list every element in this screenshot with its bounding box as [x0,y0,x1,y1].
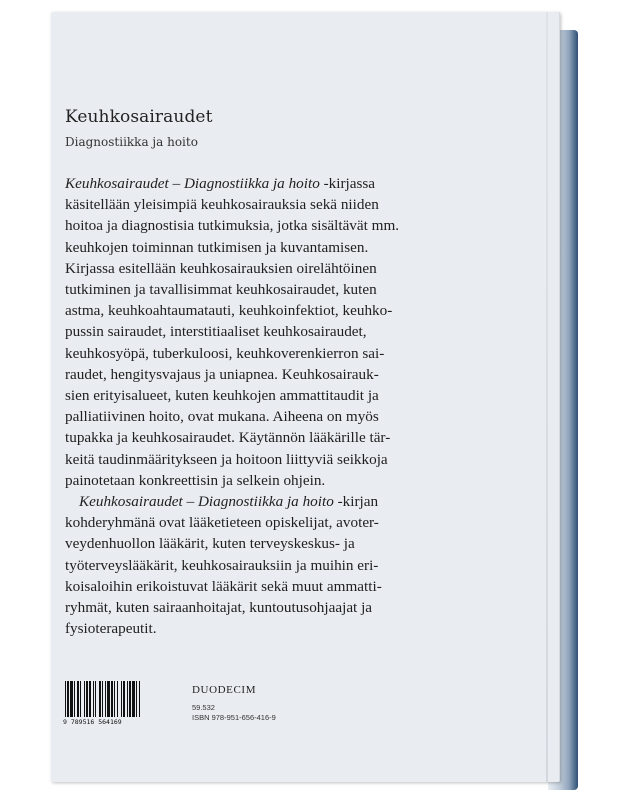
barcode-bar [99,681,101,717]
description-line: palliatiivinen hoito, ovat mukana. Aiheena on myös [65,408,379,426]
isbn-number: ISBN 978-951-656-416-9 [192,713,276,722]
barcode-bar [102,681,103,717]
barcode-bar [93,681,94,717]
barcode-bar [67,681,69,717]
description-line: tupakka ja keuhkosairaudet. Käytännön lääkärille tär- [65,429,391,447]
description-line: keuhkojen toiminnan tutkimisen ja kuvantamisen. [65,238,369,256]
description-line: Kirjassa esitellään keuhkosairauksien oirelähtöinen [65,259,377,277]
description-line: käsitellään yleisimpiä keuhkosairauksia sekä niiden [65,196,379,214]
barcode-bar [70,681,73,717]
description-line: painotetaan konkreettisin ja selkein ohjein. [65,471,326,489]
italic-book-title: Keuhkosairaudet – Diagnostiikka ja hoito [65,175,320,192]
barcode-bars [63,681,181,717]
barcode-bar [132,681,135,717]
barcode-bar [105,681,106,717]
description-line: sien erityisalueet, kuten keuhkojen ammattitaudit ja [65,387,379,405]
book-subtitle: Diagnostiikka ja hoito [65,135,198,149]
barcode-bar [121,681,122,717]
barcode-bar [84,681,85,717]
description-line: kohderyhmänä ovat lääketieteen opiskelijat, avoter- [65,514,379,532]
barcode-bar [117,681,118,717]
description-line: Keuhkosairaudet – Diagnostiikka ja hoito -kirjassa [65,175,376,192]
barcode-bar [86,681,88,717]
description-line: veydenhuollon lääkärit, kuten terveyskeskus- ja [65,535,355,553]
barcode-bar [65,681,66,717]
book-title: Keuhkosairaudet [65,107,213,127]
barcode-bar [123,681,125,717]
barcode-bar [77,681,79,717]
description-line: pussin sairaudet, interstitiaaliset keuhkosairaudet, [65,323,367,341]
description-line: fysioterapeutit. [65,620,157,638]
description-line: hoitoa ja diagnostisia tutkimuksia, jotka sisältävät mm. [65,217,400,235]
barcode-bar [95,681,96,717]
barcode-digits: 9 789516 564169 [63,718,122,726]
description-line: astma, keuhkoahtaumatauti, keuhkoinfektiot, keuhko- [65,302,393,320]
description-line: keitä taudinmääritykseen ja hoitoon liittyviä seikkoja [65,450,388,468]
barcode-bar [127,681,128,717]
barcode-bar [136,681,137,717]
description-line: raudet, hengitysvajaus ja uniapnea. Keuhkosairauk- [65,365,379,383]
description-text [65,173,465,639]
barcode-bar [80,681,81,717]
isbn-barcode [63,681,181,727]
barcode-bar [89,681,91,717]
description-line: ryhmät, kuten sairaanhoitajat, kuntoutusohjaajat ja [65,599,373,617]
classification-code: 59.532 [192,703,215,712]
description-line: työterveyslääkärit, keuhkosairauksiin ja muihin eri- [65,556,379,574]
description-line: Keuhkosairaudet – Diagnostiikka ja hoito -kirjan [79,493,379,511]
barcode-bar [107,681,110,717]
italic-book-title: Keuhkosairaudet – Diagnostiikka ja hoito [79,493,334,511]
barcode-bar [139,681,140,717]
publisher-name: DUODECIM [192,684,257,696]
barcode-bar [129,681,131,717]
description-line: koisaloihin erikoistuvat lääkärit sekä muut ammatti- [65,577,382,595]
barcode-bar [111,681,113,717]
description-line: keuhkosyöpä, tuberkuloosi, keuhkoverenkierron sai- [65,344,385,362]
barcode-bar [114,681,115,717]
description-line: tutkiminen ja tavallisimmat keuhkosairaudet, kuten [65,281,377,299]
barcode-bar [74,681,75,717]
cover-fold-line [546,12,548,782]
